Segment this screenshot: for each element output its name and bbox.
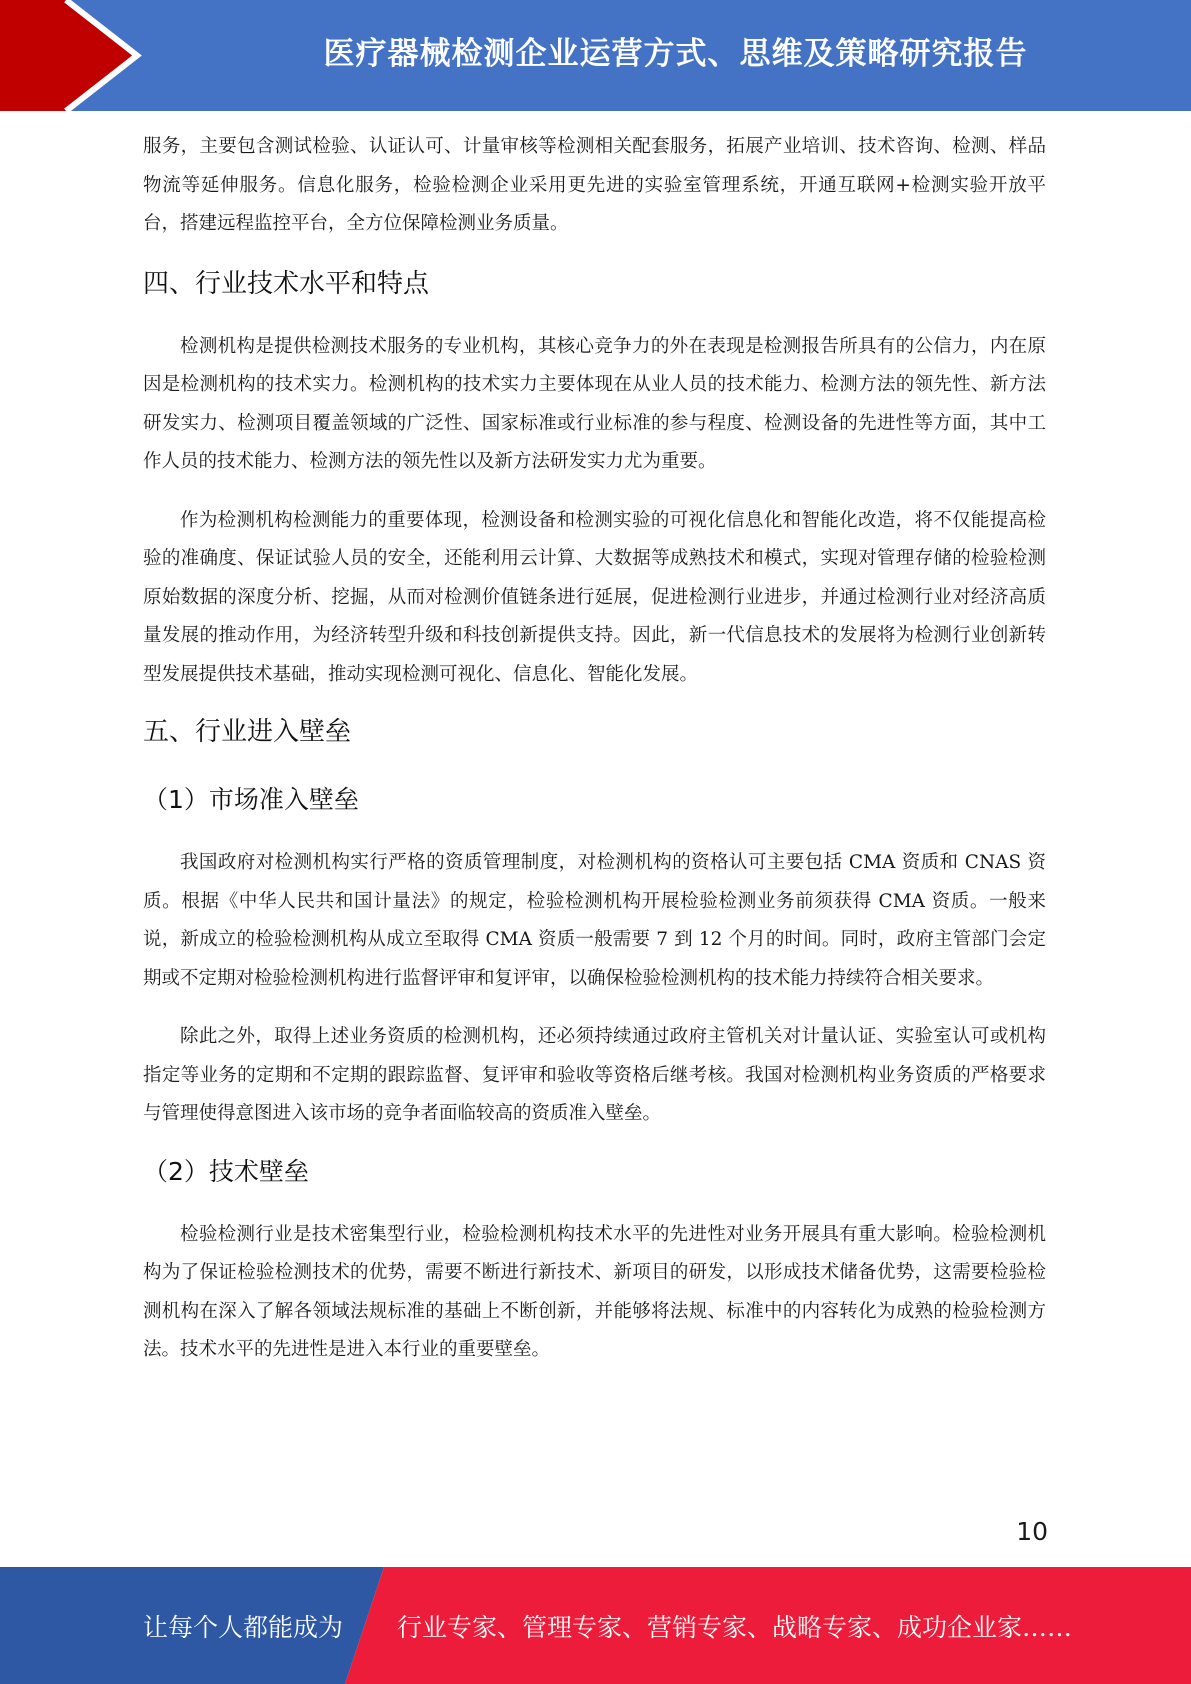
paragraph-digitalization: 作为检测机构检测能力的重要体现，检测设备和检测实验的可视化信息化和智能化改造，将不仅能提高检验的准确度、保证试验人员的安全，还能利用云计算、大数据等成熟技术和模式，实现对管理存储的检验检测原始数据的深度分析、挖掘，从而对检测价值链条进行延展，促进检测行业进步，并通过检测行业对经济高质量发展的推动作用，为经济转型升级和科技创新提供支持。因此，新一代信息技术的发展将为检测行业创新转型发展提供技术基础，推动实现检测可视化、信息化、智能化发展。 — [143, 509, 1046, 685]
page-header — [0, 0, 1191, 111]
paragraph-tech-strength: 检测机构是提供检测技术服务的专业机构，其核心竞争力的外在表现是检测报告所具有的公信力，内在原因是检测机构的技术实力。检测机构的技术实力主要体现在从业人员的技术能力、检测方法的领先性、新方法研发实力、检测项目覆盖领域的广泛性、国家标准或行业标准的参与程度、检测设备的先进性等方面，其中工作人员的技术能力、检测方法的领先性以及新方法研发实力尤为重要。 — [143, 335, 1046, 472]
page-number: 10 — [1016, 1517, 1048, 1546]
subheading-technology-barrier: （2）技术壁垒 — [143, 1156, 309, 1186]
paragraph-technology: 检验检测行业是技术密集型行业，检验检测机构技术水平的先进性对业务开展具有重大影响。检验检测机构为了保证检验检测技术的优势，需要不断进行新技术、新项目的研发，以形成技术储备优势，这需要检验检测机构在深入了解各领域法规标准的基础上不断创新，并能够将法规、标准中的内容转化为成熟的检验检测方法。技术水平的先进性是进入本行业的重要壁垒。 — [143, 1223, 1046, 1360]
section-heading-entry-barriers: 五、行业进入壁垒 — [143, 717, 352, 747]
paragraph-services: 服务，主要包含测试检验、认证认可、计量审核等检测相关配套服务，拓展产业培训、技术咨询、检测、样品物流等延伸服务。信息化服务，检验检测企业采用更先进的实验室管理系统，开通互联网+检测实验开放平台，搭建远程监控平台，全方位保障检测业务质量。 — [143, 136, 1046, 234]
footer-slogan-left: 让每个人都能成为 — [143, 1612, 344, 1642]
paragraph-qualification: 我国政府对检测机构实行严格的资质管理制度，对检测机构的资格认可主要包括 CMA 资质和 CNAS 资质。根据《中华人民共和国计量法》的规定，检验检测机构开展检验检测业务前须获得 CMA 资质。一般来说，新成立的检验检测机构从成立至取得 CMA 资质一般需要 7 到 12 个月的时间。同时，政府主管部门会定期或不定期对检验检测机构进行监督评审和复评审，以确保检验检测机构的技术能力持续符合相关要求。 — [143, 852, 1046, 989]
paragraph-ongoing-assessment: 除此之外，取得上述业务资质的检测机构，还必须持续通过政府主管机关对计量认证、实验室认可或机构指定等业务的定期和不定期的跟踪监督、复评审和验收等资格后继考核。我国对检测机构业务资质的严格要求与管理使得意图进入该市场的竞争者面临较高的资质准入壁垒。 — [143, 1026, 1046, 1124]
subheading-market-access: （1）市场准入壁垒 — [143, 785, 359, 814]
section-heading-tech-level: 四、行业技术水平和特点 — [143, 268, 430, 299]
footer-slogan-right: 行业专家、管理专家、营销专家、战略专家、成功企业家…… — [397, 1612, 1073, 1642]
report-title: 医疗器械检测企业运营方式、思维及策略研究报告 — [323, 36, 1028, 72]
page-body — [143, 128, 1046, 1370]
page-footer — [0, 1567, 1191, 1684]
